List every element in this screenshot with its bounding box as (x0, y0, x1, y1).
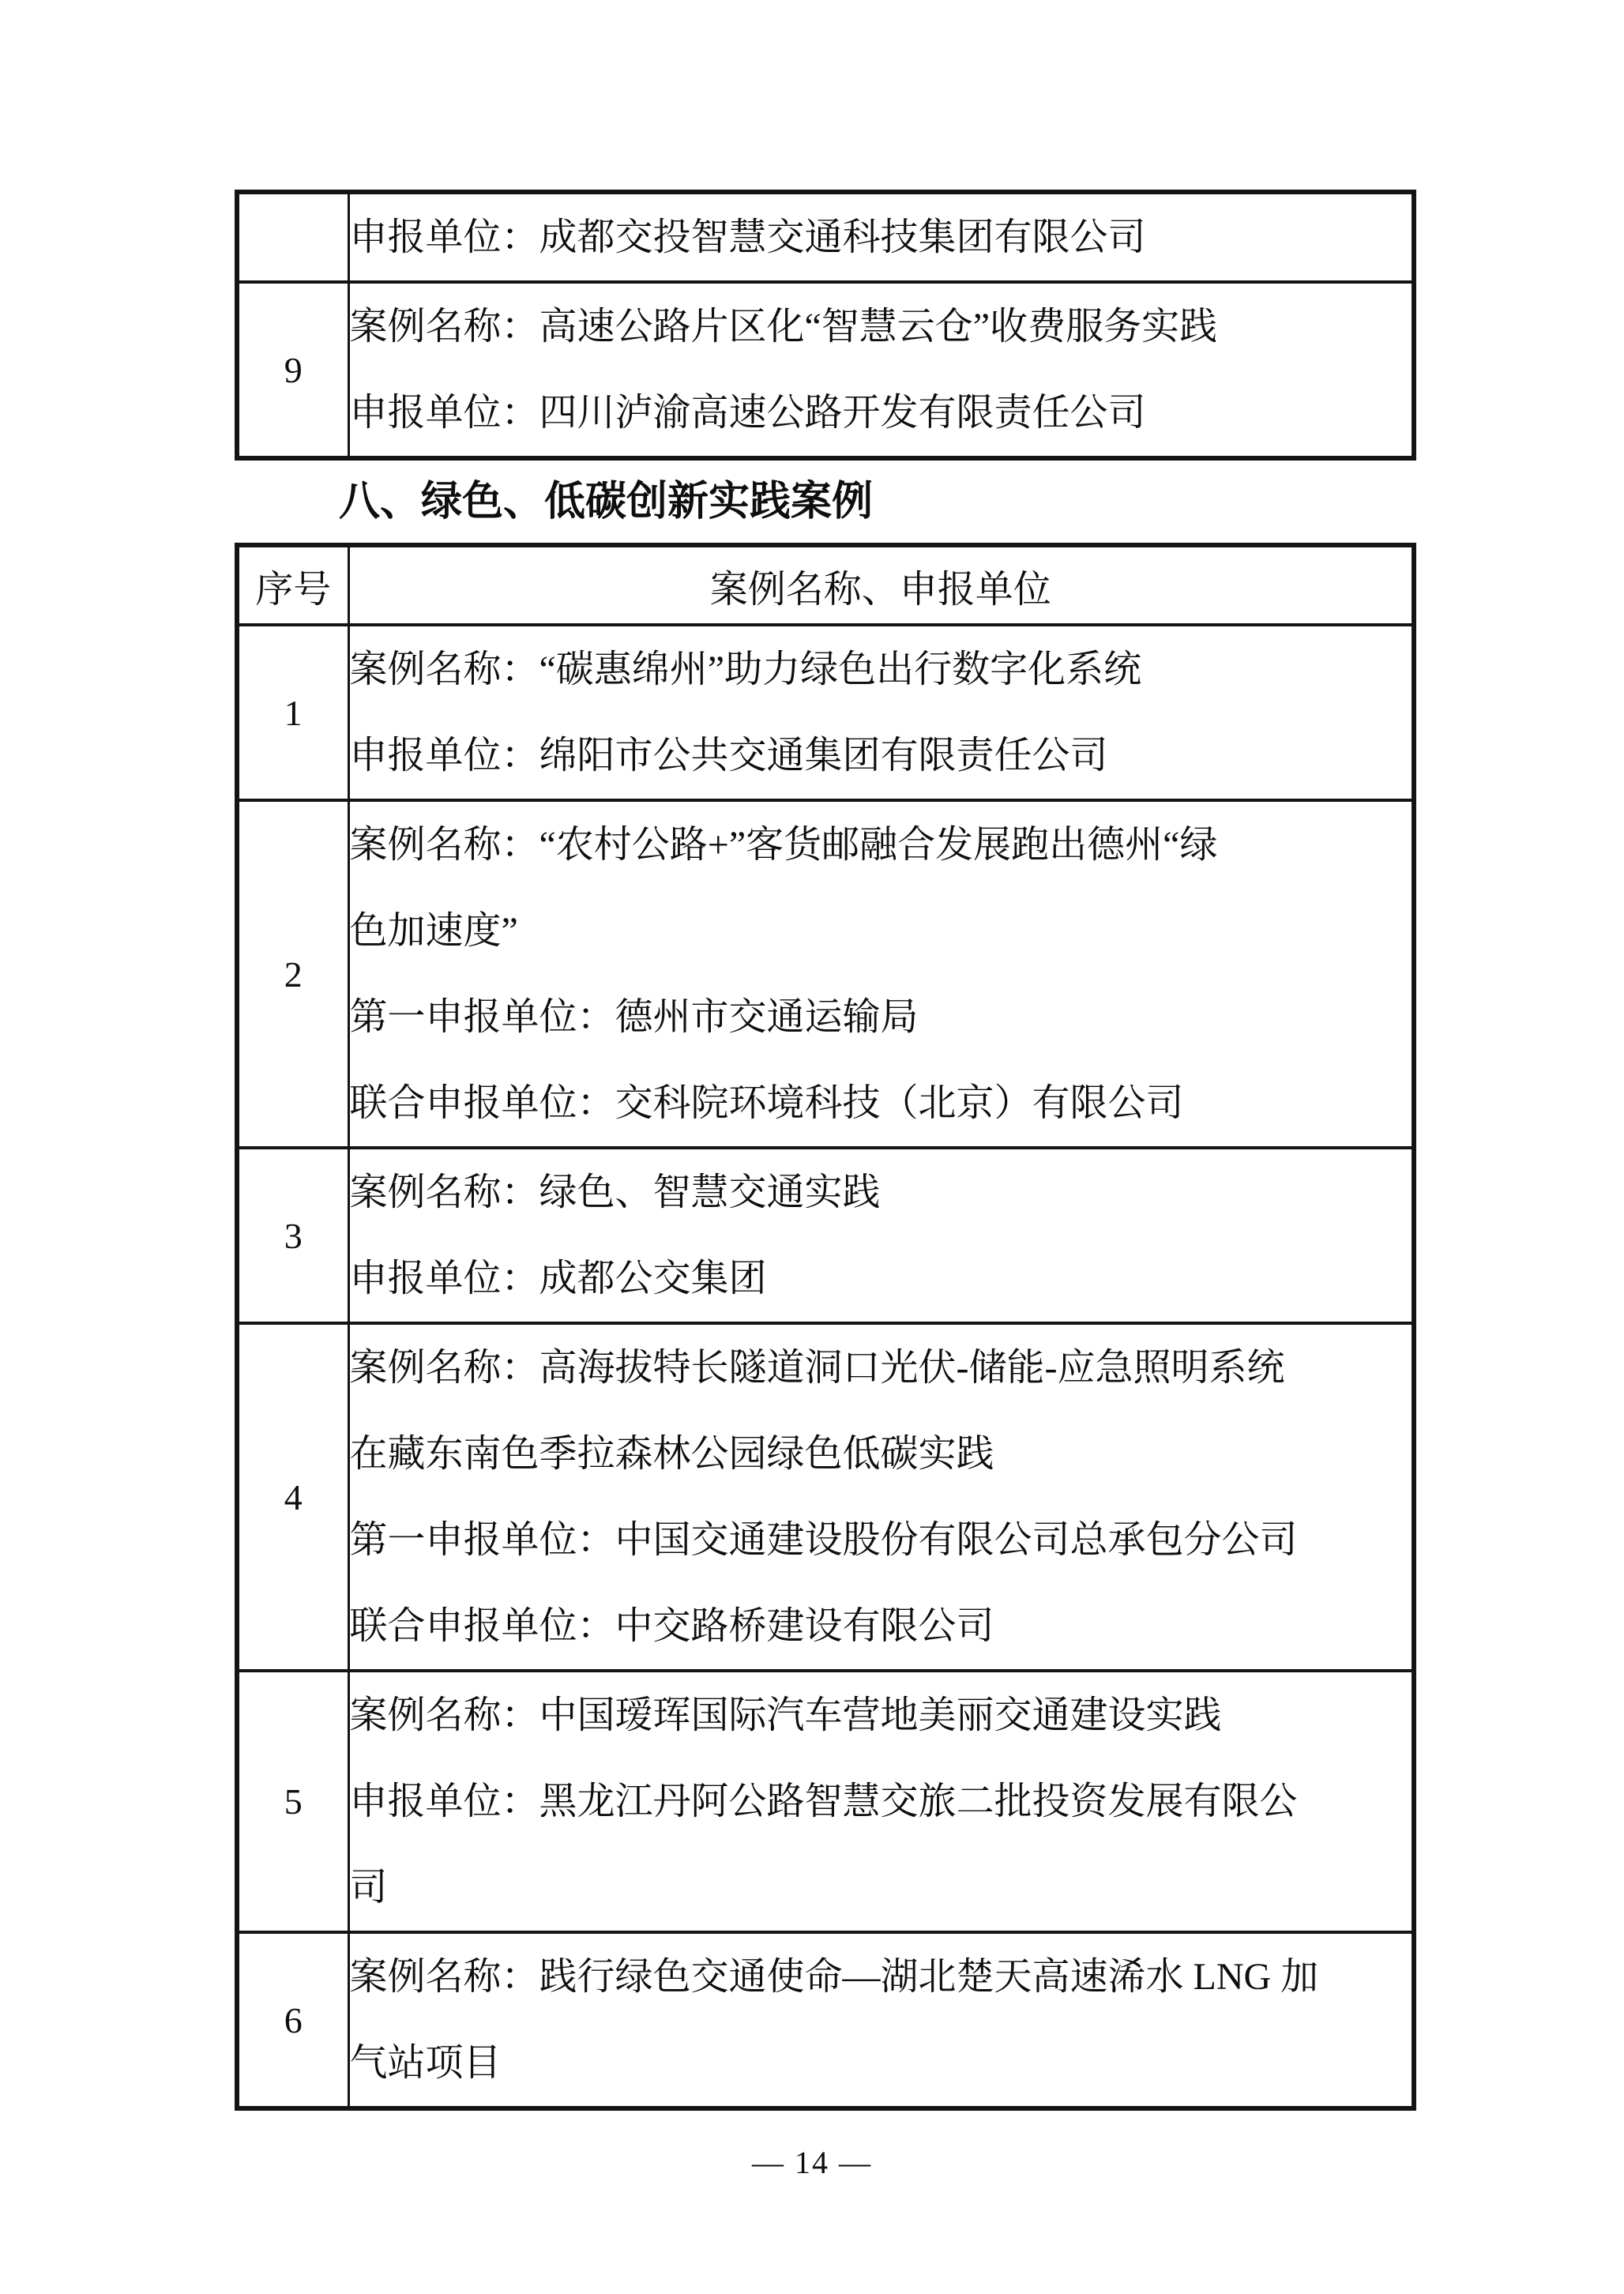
case-line: 案例名称：中国瑷珲国际汽车营地美丽交通建设实践 (349, 1694, 1222, 1736)
case-line: 第一申报单位：中国交通建设股份有限公司总承包分公司 (349, 1519, 1298, 1561)
table-row (237, 800, 1414, 1148)
case-number-cell: 1 (237, 625, 348, 800)
case-number-cell: 4 (237, 1323, 348, 1671)
case-line: 案例名称：绿色、智慧交通实践 (349, 1171, 881, 1213)
table-row (237, 1323, 1414, 1671)
table-row (237, 282, 1414, 458)
case-detail-cell (348, 1148, 1414, 1323)
case-line: 申报单位：四川泸渝高速公路开发有限责任公司 (349, 392, 1146, 434)
page-number: — 14 — (752, 2145, 872, 2180)
case-detail-cell (348, 1323, 1414, 1671)
table-row (237, 192, 1414, 282)
case-line: 在藏东南色季拉森林公园绿色低碳实践 (349, 1433, 994, 1475)
case-detail-cell (348, 1932, 1414, 2108)
table-row (237, 1148, 1414, 1323)
case-line: 申报单位：成都交投智慧交通科技集团有限公司 (349, 216, 1146, 258)
case-line: 案例名称：“农村公路+”客货邮融合发展跑出德州“绿 (349, 824, 1218, 866)
case-number-cell: 3 (237, 1148, 348, 1323)
case-line: 色加速度” (349, 910, 518, 952)
case-number-cell (237, 192, 348, 282)
case-line: 联合申报单位：交科院环境科技（北京）有限公司 (349, 1082, 1184, 1124)
table-header-row (237, 545, 1414, 625)
case-line: 联合申报单位：中交路桥建设有限公司 (349, 1605, 994, 1647)
case-detail-cell (348, 625, 1414, 800)
case-line: 案例名称：高海拔特长隧道洞口光伏-储能-应急照明系统 (349, 1347, 1285, 1389)
case-number-cell: 5 (237, 1671, 348, 1932)
header-case-name-applicant: 案例名称、申报单位 (348, 545, 1414, 625)
case-line: 申报单位：黑龙江丹阿公路智慧交旅二批投资发展有限公 (349, 1781, 1298, 1822)
case-line: 申报单位：绵阳市公共交通集团有限责任公司 (349, 735, 1108, 777)
case-line: 案例名称：“碳惠绵州”助力绿色出行数字化系统 (349, 649, 1142, 690)
case-detail-cell (348, 192, 1414, 282)
case-detail-cell (348, 1671, 1414, 1932)
case-number-cell: 2 (237, 800, 348, 1148)
case-line: 案例名称：高速公路片区化“智慧云仓”收费服务实践 (349, 306, 1218, 348)
green-low-carbon-cases-table (235, 543, 1416, 2111)
case-line: 司 (349, 1867, 388, 1909)
table-row (237, 1671, 1414, 1932)
case-number-cell: 9 (237, 282, 348, 458)
header-serial-number: 序号 (237, 545, 348, 625)
case-line: 气站项目 (349, 2042, 502, 2084)
section-heading: 八、绿色、低碳创新实践案例 (339, 479, 874, 525)
case-line: 案例名称：践行绿色交通使命—湖北楚天高速浠水 LNG 加 (349, 1956, 1319, 1998)
case-line: 第一申报单位：德州市交通运输局 (349, 996, 919, 1038)
case-detail-cell (348, 282, 1414, 458)
case-line: 申报单位：成都公交集团 (349, 1258, 767, 1299)
case-number-cell: 6 (237, 1932, 348, 2108)
case-detail-cell (348, 800, 1414, 1148)
table-row (237, 625, 1414, 800)
prev-section-table (235, 190, 1416, 461)
table-row (237, 1932, 1414, 2108)
